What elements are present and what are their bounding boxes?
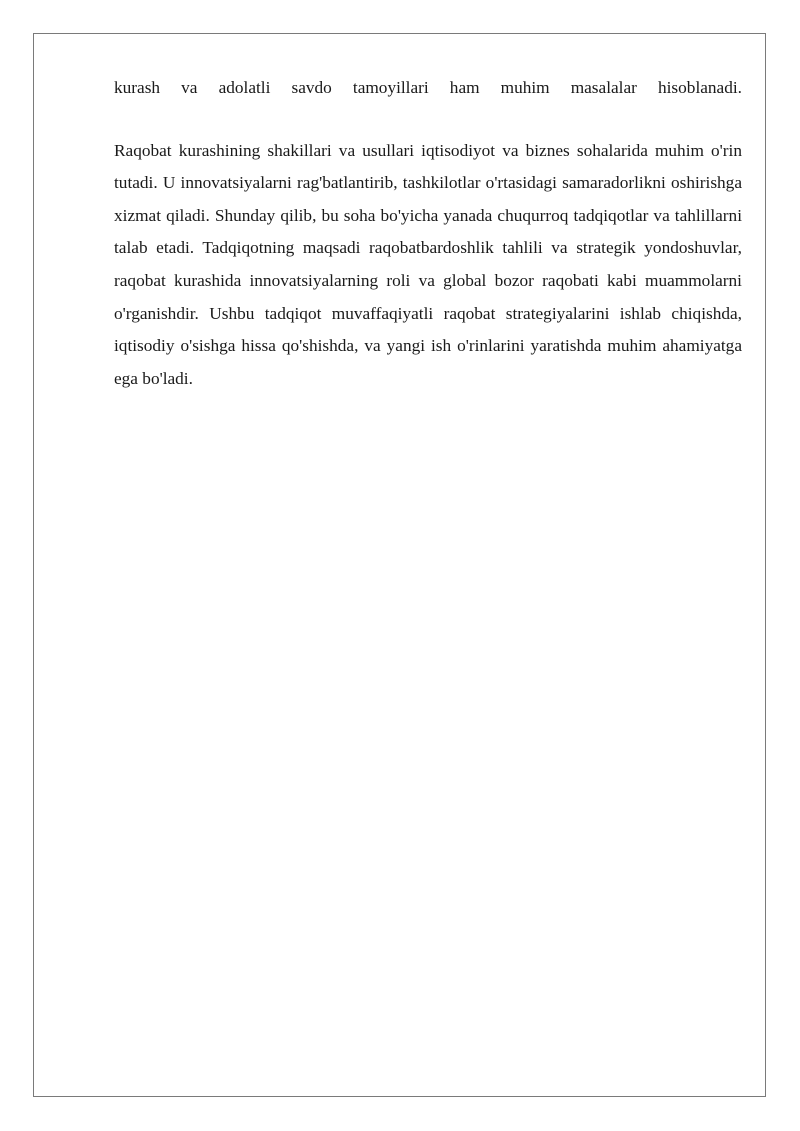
document-body	[114, 72, 742, 395]
paragraph-main: Raqobat kurashining shakillari va usullari iqtisodiyot va biznes sohalarida muhim o'rin tutadi. U innovatsiyalarni rag'batlantirib, tashkilotlar o'rtasidagi samaradorlikni oshirishga xizmat qiladi. Shunday qilib, bu soha bo'yicha yanada chuqurroq tadqiqotlar va tahlillarni talab etadi. Tadqiqotning maqsadi raqobatbardoshlik tahlili va strategik yondoshuvlar, raqobat kurashida innovatsiyalarning roli va global bozor raqobati kabi muammolarni o'rganishdir. Ushbu tadqiqot muvaffaqiyatli raqobat strategiyalarini ishlab chiqishda, iqtisodiy o'sishga hissa qo'shishda, va yangi ish o'rinlarini yaratishda muhim ahamiyatga ega bo'ladi.	[114, 140, 742, 388]
paragraph-continuation: kurash va adolatli savdo tamoyillari ham muhim masalalar hisoblanadi.	[114, 78, 742, 97]
